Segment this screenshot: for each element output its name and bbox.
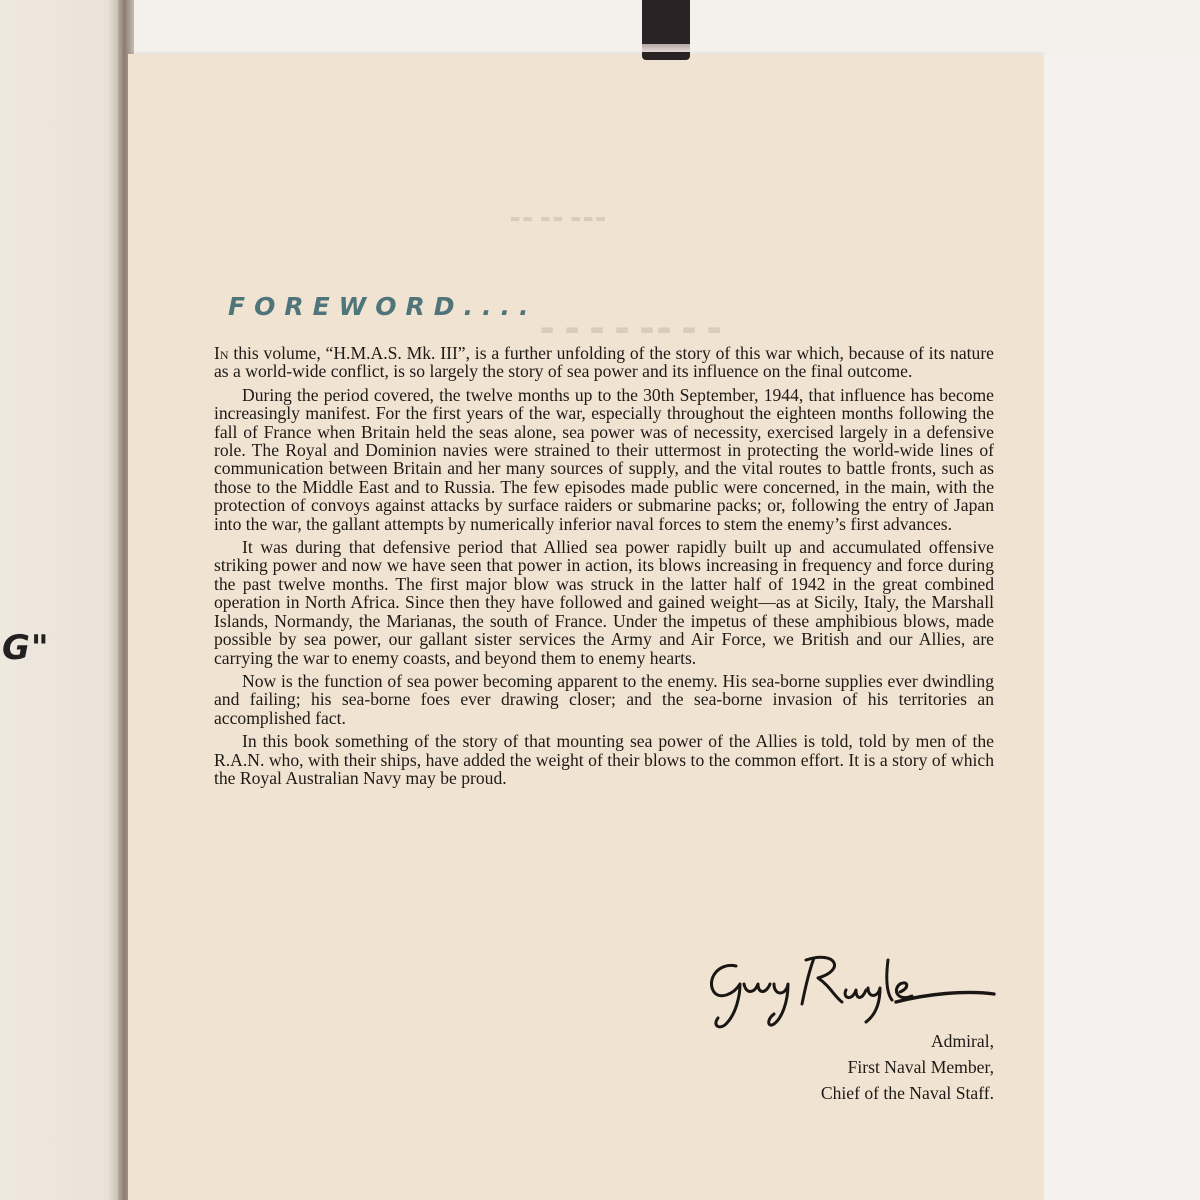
paragraph: It was during that defensive period that Allied sea power rapidly built up and accumulated offensive striking power and now we have seen that power in action, its blows increasing in frequency and force during the past twelve months. The first major blow was struck in the latter half of 1942 in the great combined operation in North Africa. Since then they have followed and gained weight—as at Sicily, Italy, the Marshall Islands, Normandy, the Marianas, the south of France. Under the impetus of these amphibious blows, made possible by sea power, our gallant sister services the Army and Air Force, we British and our Allies, are carrying the war to enemy coasts, and beyond them to enemy hearts. [214, 537, 994, 668]
paragraph-text: this volume, “H.M.A.S. Mk. III”, is a further unfolding of the story of this war which, because of its nature as a world-wide conflict, is so largely the story of sea power and its influence on the final outcome. [214, 343, 994, 382]
ribbon-band [642, 44, 690, 52]
signature-block [821, 1028, 994, 1106]
foreword-body [214, 344, 994, 792]
paragraph [214, 344, 994, 381]
paragraph: During the period covered, the twelve months up to the 30th September, 1944, that influence has become increasingly manifest. For the first years of the war, especially throughout the eighteen months following the fall of France when Britain held the seas alone, sea power was of necessity, exercised largely in a defensive role. The Royal and Dominion navies were strained to their uttermost in protecting the world-wide lines of communication between Britain and her many sources of supply, and the vital routes to battle fronts, such as those to the Middle East and to Russia. The few episodes made public were concerned, in the main, with the protection of convoys against attacks by surface raiders or submarine packs; or, following the entry of Japan into the war, the gallant attempts by numerically inferior naval forces to stem the enemy’s first advances. [214, 384, 994, 534]
signoff-rank: Admiral, [930, 1031, 994, 1051]
paragraph: In this book something of the story of that mounting sea power of the Allies is told, told by men of the R.A.N. who, with their ships, have added the weight of their blows to the common effort. It is a story of which the Royal Australian Navy may be proud. [214, 731, 994, 788]
paragraph-lead: In [214, 343, 229, 363]
signoff-office: Chief of the Naval Staff. [820, 1083, 994, 1103]
show-through-text: ▬ ▬ ▬ ▬ ▬▬ ▬ ▬ [540, 320, 724, 338]
facing-page-text-fragment: G" [2, 628, 50, 668]
paragraph: Now is the function of sea power becoming apparent to the enemy. His sea-borne supplies ever dwindling and failing; his sea-borne foes ever drawing closer; and the sea-borne invasion of his territories an accomplished fact. [214, 670, 994, 728]
facing-page [0, 0, 122, 1200]
signoff-title: First Naval Member, [847, 1057, 994, 1077]
background-surface [1044, 54, 1200, 1200]
handwritten-signature [696, 944, 996, 1034]
book-page [128, 54, 1044, 1200]
page-heading: FOREWORD.... [228, 292, 538, 321]
show-through-text: ▬▬ ▬▬ ▬▬▬ [510, 212, 608, 225]
bookmark-ribbon [642, 0, 690, 60]
